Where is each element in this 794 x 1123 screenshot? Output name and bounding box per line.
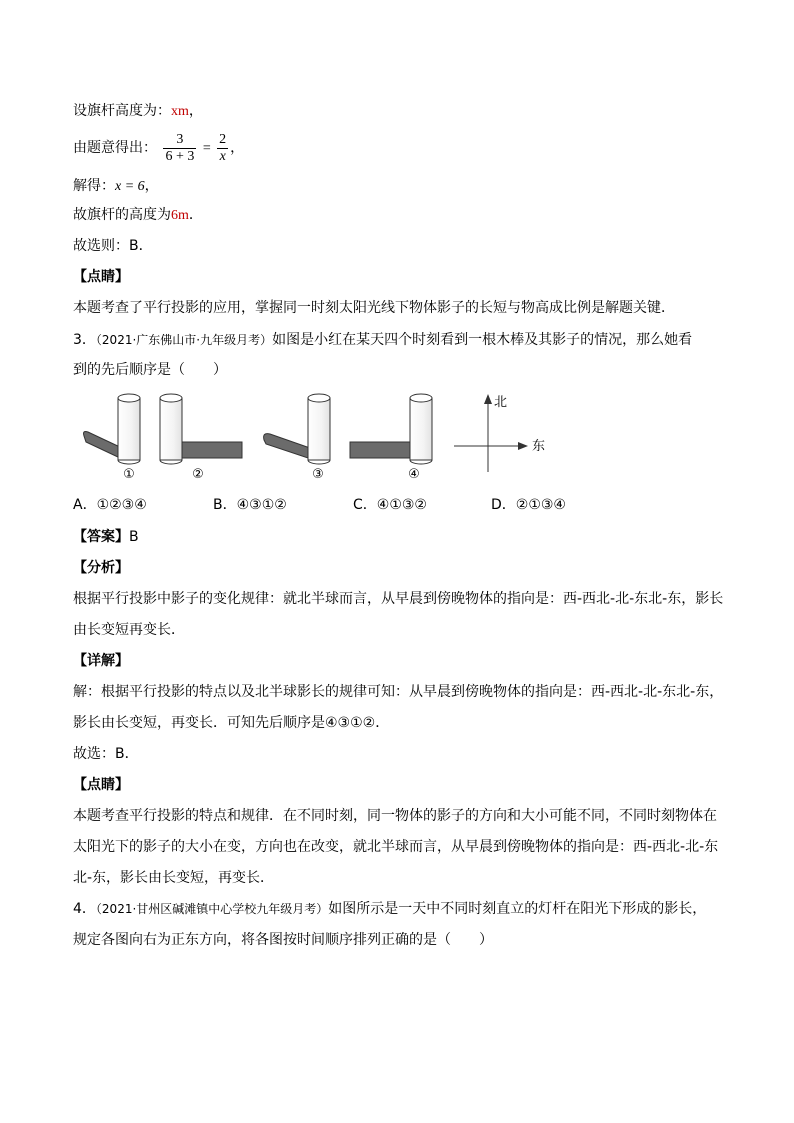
punctuation: ， <box>230 140 245 156</box>
question-3-line-1 <box>73 330 692 350</box>
option-letter: B． <box>213 497 237 513</box>
solution-line-3 <box>73 176 159 197</box>
stick-2 <box>160 398 182 460</box>
comment-text: 本题考查了平行投影的应用，掌握同一时刻太阳光线下物体影子的长短与物高成比例是解题关键． <box>73 300 675 316</box>
figure-label-1: ① <box>123 467 135 482</box>
section-header-comment: 【点睛】 <box>73 269 129 285</box>
option-letter: A． <box>73 497 97 513</box>
stick-1 <box>118 398 140 460</box>
variable-xm: xm <box>171 104 189 119</box>
comment-q3-line-2: 太阳光下的影子的大小在变，方向也在改变，就北半球而言，从早晨到傍晚物体的指向是：西-西北-北-东 <box>73 839 719 855</box>
detail-line-1: 解：根据平行投影的特点以及北半球影长的规律可知：从早晨到傍晚物体的指向是：西-西北-北-东北-东， <box>73 684 724 700</box>
question-text: 如图是小红在某天四个时刻看到一根木棒及其影子的情况，那么她看 <box>272 332 693 348</box>
stick-4 <box>410 398 432 460</box>
compass-east-label: 东 <box>532 439 546 454</box>
fraction-denominator: x <box>219 148 226 164</box>
section-header-comment-q3: 【点睛】 <box>73 777 129 793</box>
figure-label-3: ③ <box>312 467 324 482</box>
value-6m: 6m <box>171 208 189 223</box>
compass <box>454 394 545 472</box>
punctuation: ， <box>188 103 203 119</box>
option-b <box>213 495 353 515</box>
equation: x = 6 <box>115 179 145 194</box>
shadow-3 <box>264 434 310 458</box>
stick-3 <box>308 398 330 460</box>
stick-4-top <box>410 394 432 402</box>
stick-2-base <box>160 460 182 464</box>
figure-3-group <box>264 394 330 482</box>
stick-2-top <box>160 394 182 402</box>
figure-1-group <box>84 394 141 482</box>
analysis-line-1: 根据平行投影中影子的变化规律：就北半球而言，从早晨到傍晚物体的指向是：西-西北-北-东北-东，影长 <box>73 591 724 607</box>
stick-1-top <box>118 394 140 402</box>
option-letter: C． <box>353 497 377 513</box>
north-arrow-icon <box>484 394 492 404</box>
stick-1-base <box>118 460 140 464</box>
figure-label-4: ④ <box>408 467 420 482</box>
stick-3-top <box>308 394 330 402</box>
punctuation: ， <box>144 178 159 194</box>
detail-line-3: 故选：B． <box>73 746 139 762</box>
shadow-4 <box>350 442 414 458</box>
figure-label-2: ② <box>192 467 204 482</box>
shadow-figure <box>78 390 578 482</box>
comment-q3-line-1: 本题考查平行投影的特点和规律．在不同时刻，同一物体的影子的方向和大小可能不同，不同时刻物体在 <box>73 808 717 824</box>
solution-line-1 <box>73 101 203 122</box>
equals-sign: = <box>202 141 211 156</box>
solution-text: 故旗杆的高度为 <box>73 207 171 223</box>
detail-line-2: 影长由长变短，再变长．可知先后顺序是④③①②． <box>73 715 390 731</box>
solution-text: 解得： <box>73 178 115 194</box>
question-text: 如图所示是一天中不同时刻直立的灯杆在阳光下形成的影长， <box>328 901 707 917</box>
analysis-line-2: 由长变短再变长． <box>73 622 185 638</box>
option-c <box>353 495 491 515</box>
solution-line-5: 故选则：B． <box>73 238 153 254</box>
section-header-analysis: 【分析】 <box>73 560 129 576</box>
option-text: ④③①② <box>236 497 287 513</box>
shadow-1 <box>84 432 123 459</box>
punctuation: ． <box>188 207 203 223</box>
solution-line-2 <box>73 130 244 167</box>
shadow-2 <box>178 442 242 458</box>
solution-line-4 <box>73 205 203 226</box>
option-a <box>73 495 213 515</box>
option-text: ②①③④ <box>515 497 566 513</box>
solution-text: 设旗杆高度为： <box>73 103 171 119</box>
answer-value: B <box>129 529 139 545</box>
answer-line <box>73 527 139 547</box>
question-3-options <box>73 495 566 515</box>
question-number: 4． <box>73 901 96 917</box>
question-3-line-2: 到的先后顺序是（ ） <box>73 362 227 378</box>
figure-4-group <box>350 394 432 482</box>
fraction-left <box>163 132 196 165</box>
fraction-numerator: 3 <box>163 132 196 149</box>
question-number: 3． <box>73 332 96 348</box>
question-4-line-2: 规定各图向右为正东方向，将各图按时间顺序排列正确的是（ ） <box>73 932 493 948</box>
option-text: ④①③② <box>376 497 427 513</box>
section-header-detail: 【详解】 <box>73 653 129 669</box>
solution-text: 由题意得出： <box>73 140 157 156</box>
east-arrow-icon <box>518 442 528 450</box>
stick-3-base <box>308 460 330 464</box>
figure-2-group <box>160 394 242 482</box>
compass-north-label: 北 <box>494 395 508 410</box>
stick-4-base <box>410 460 432 464</box>
option-text: ①②③④ <box>96 497 147 513</box>
question-source: （2021·广东佛山市·九年级月考） <box>95 333 273 347</box>
question-source: （2021·甘州区碱滩镇中心学校九年级月考） <box>95 902 329 916</box>
question-4-line-1 <box>73 899 706 919</box>
option-d <box>491 495 566 515</box>
fraction-right <box>217 132 228 165</box>
option-letter: D． <box>491 497 516 513</box>
section-header-answer: 【答案】 <box>73 529 129 545</box>
fraction-numerator: 2 <box>219 131 227 147</box>
comment-q3-line-3: 北-东，影长由长变短，再变长． <box>73 870 275 886</box>
fraction-denominator: 6 + 3 <box>165 148 195 164</box>
